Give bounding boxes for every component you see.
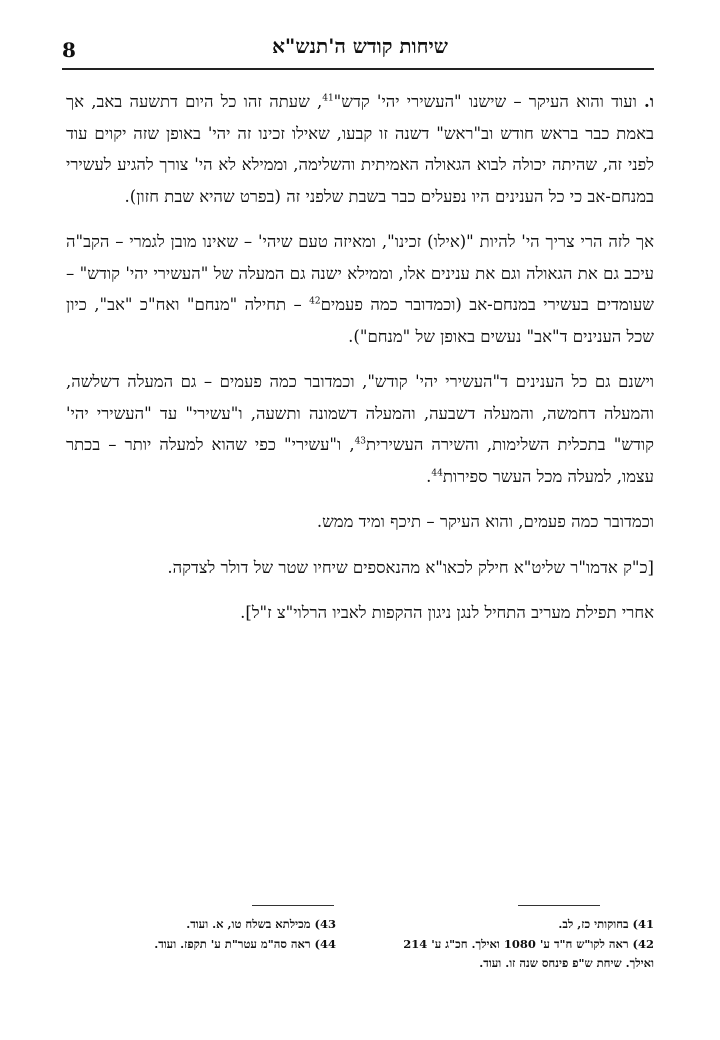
paragraph-3 [66,366,654,492]
footnote-ref-43: 43 [354,436,367,447]
page-number: 8 [62,38,76,62]
paragraph-3-text-c: . [426,466,432,486]
section-letter: ו. [644,92,654,111]
paragraph-1 [66,86,654,212]
paragraph-4: וכמדובר כמה פעמים, והוא העיקר – תיכף ומיד ממש. [316,512,654,531]
footnote-ref-41: 41 [322,93,334,104]
paragraph-5: [כ"ק אדמו"ר שליט"א חילק לכאו"א מהנאספים שיחיו שטר של דולר לצדקה. [167,557,654,577]
paragraph-3-text-b: , ו"עשירי" כפי שהוא למעלה יותר – בכתר עצמו, למעלה מכל העשר ספירות [66,435,654,486]
paragraph-2 [66,226,654,352]
body-text [66,86,654,643]
paragraph-3-text-a: וישנם גם כל הענינים ד"העשירי יהי' קודש", וכמדובר כמה פעמים – גם המעלה דשלשה, והמעלה דחמשה, והמעלה דשבעה, והמעלה דשמונה ותשעה, ו"עשירי" עד "העשירי יהי' קודש" בתכלית השלימות, והשירה העשירית [66,372,654,454]
footnote-41: 41) בחוקותי כז, לב. [558,917,654,931]
footnote-42: 42) ראה לקו"ש ח"ד ע' 1080 ואילך. חכ"ג ע' 214 ואילך. שיחת ש"פ פינחס שנה זו. ועוד. [403,936,654,970]
running-head: שיחות קודש ה'תנש"א [272,34,448,58]
paragraph-2-text-a: אך לזה הרי צריך הי' להיות "(אילו) זכינו", ומאיזה טעם שיהי' – שאינו מובן לגמרי – הקב"ה עיכב גם את הגאולה וגם את ענינים אלו, וממילא ישנה גם המעלה של "העשירי יהי' קודש" – שעומדים בעשירי במנחם-אב (וכמדובר כמה פעמים [66,232,654,314]
footnote-43: 43) מכילתא בשלח טו, א. ועוד. [186,917,336,931]
footnote-rule-right [518,905,600,906]
footnote-ref-44: 44 [431,468,443,478]
paragraph-1-text-b: , שעתה זהו כל היום דתשעה באב, אך באמת כבר בראש חודש וב"ראש" דשנה זו קבעו, שאילו זכינו זה יהי' באופן שזה יקוים עוד לפני זה, שהיתה יכולה לבוא הגאולה האמיתית והשלימה, וממילא לא הי' צורך להגיע לעשירי במנחם-אב כי כל הענינים היו נפעלים כבר בשבת שלפני זה (בפרט שהיא שבת חזון). [66,92,654,206]
footnotes-column-left [66,915,336,954]
footnote-rule-left [252,905,334,906]
paragraph-6: אחרי תפילת מעריב התחיל לנגן ניגון ההקפות לאביו הרלוי"צ ז"ל]. [240,603,654,622]
footnote-44: 44) ראה סה"מ עטר"ת ע' תקפז. ועוד. [154,936,336,951]
footnote-ref-42: 42 [309,296,321,307]
header-rule [62,68,654,70]
paragraph-2-text-b: – תחילה "מנחם" ואח"כ "אב", כיון שכל הענינים ד"אב" נעשים באופן של "מנחם"). [66,295,654,346]
paragraph-1-text-a: ועוד והוא העיקר – שישנו "העשירי יהי' קדש" [333,92,645,111]
footnotes-column-right [392,915,654,974]
